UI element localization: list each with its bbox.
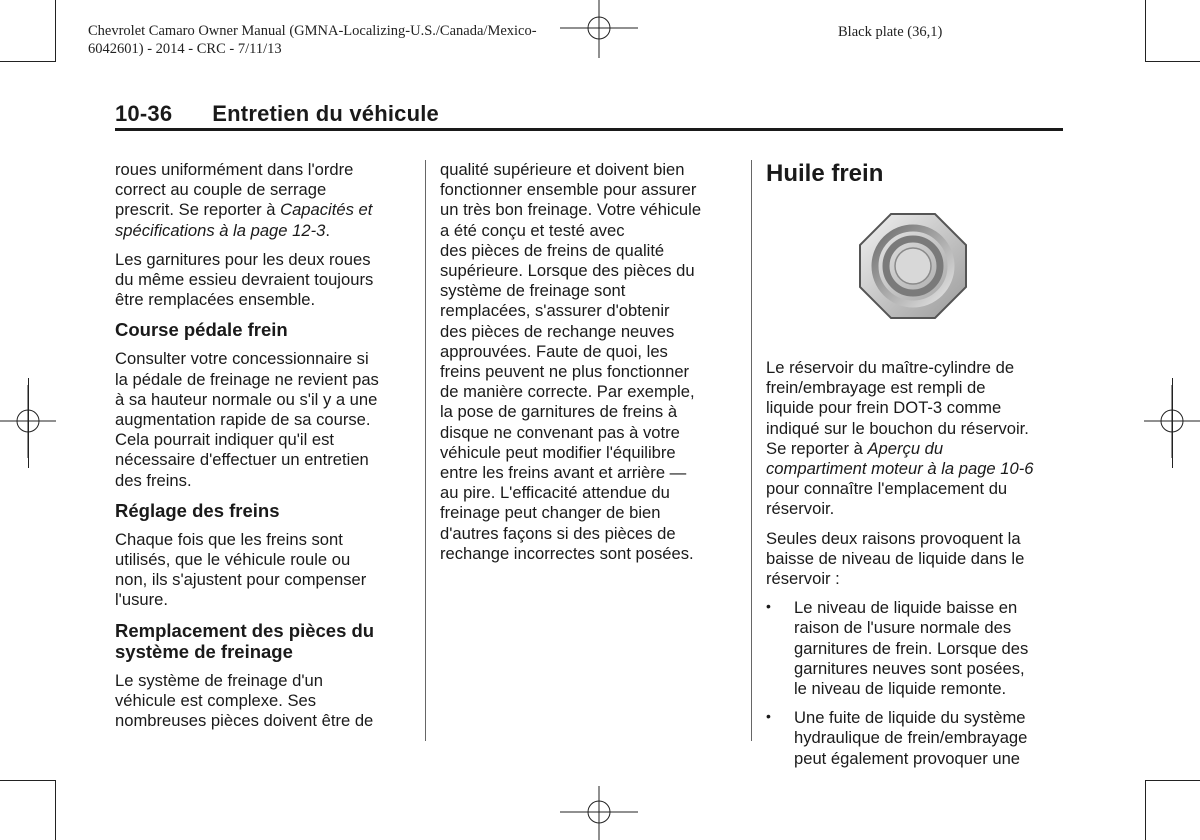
print-info-line1: Chevrolet Camaro Owner Manual (GMNA-Localizing-U.S./Canada/Mexico- [88, 23, 537, 39]
paragraph: Les garnitures pour les deux roues du même essieu devraient toujours être remplacées ensemble. [115, 249, 374, 310]
column-3 [766, 160, 1066, 778]
subheading-course-pedale: Course pédale frein [115, 319, 288, 341]
bullet-icon: • [766, 708, 771, 725]
print-info [88, 22, 537, 58]
paragraph: Le réservoir du maître-cylindre de frein/embrayage est rempli de liquide pour frein DOT-3 comme indiqué sur le bouchon du réservoir. Se reporter à Aperçu du compartiment moteur à la page 10-6 pour connaître l'emplacement du réservoir. [766, 358, 1034, 519]
column-1 [115, 160, 415, 740]
subheading-reglage: Réglage des freins [115, 499, 280, 521]
list-item: • Le niveau de liquide baisse en raison de l'usure normale des garnitures de frein. Lorsque des garnitures neuves sont posées, le niveau de liquide remonte. [766, 598, 1029, 699]
column-divider-2 [751, 160, 752, 741]
paragraph: roues uniformément dans l'ordre correct au couple de serrage prescrit. Se reporter à Capacités et spécifications à la page 12-3. [115, 160, 373, 240]
bullet-icon: • [766, 598, 771, 615]
header-rule [115, 128, 1063, 131]
section-title: Entretien du véhicule [212, 101, 439, 126]
cross-reference: Aperçu du [867, 438, 944, 458]
page-header [115, 101, 439, 127]
black-plate-label: Black plate (36,1) [838, 24, 943, 40]
paragraph: qualité supérieure et doivent bien fonctionner ensemble pour assurer un très bon freinage. Votre véhicule a été conçu et testé avec des pièces de freins de qualité supérieure. Lorsque des pièces du système de freinage sont remplacées, s'assurer d'obtenir des pièces de rechange neuves approuvées. Faute de quoi, les freins peuvent ne plus fonctionner de manière correcte. Par exemple, la pose de garnitures de freins à disque ne convenant pas à votre véhicule peut modifier l'équilibre entre les freins avant et arrière — au pire. L'efficacité attendue du freinage peut changer de bien d'autres façons si des pièces de rechange incorrectes sont posées. [440, 160, 702, 563]
figure [766, 188, 1066, 358]
column-divider-1 [425, 160, 426, 741]
section-number: 10-36 [115, 101, 173, 126]
cross-reference: Capacités et [280, 200, 373, 220]
subheading-remplacement: Remplacement des pièces du système de freinage [115, 619, 375, 662]
cross-reference: spécifications à la page 12-3 [115, 220, 326, 240]
paragraph: Seules deux raisons provoquent la baisse de niveau de liquide dans le réservoir : [766, 528, 1025, 589]
print-info-line2: 6042601) - 2014 - CRC - 7/11/13 [88, 41, 282, 57]
column-2 [440, 160, 740, 573]
cross-reference: compartiment moteur à la page 10-6 [766, 459, 1034, 479]
section-heading-huile-frein: Huile frein [766, 160, 884, 187]
bullet-list [766, 598, 1066, 769]
paragraph: Le système de freinage d'un véhicule est complexe. Ses nombreuses pièces doivent être de [115, 670, 374, 731]
paragraph: Consulter votre concessionnaire si la pédale de freinage ne revient pas à sa hauteur normale ou s'il y a une augmentation rapide de sa course. Cela pourrait indiquer qu'il est nécessaire d'effectuer un entretien des freins. [115, 349, 379, 490]
brake-fluid-icon [858, 212, 968, 320]
paragraph: Chaque fois que les freins sont utilisés, que le véhicule roule ou non, ils s'ajustent pour compenser l'usure. [115, 529, 367, 610]
list-item: • Une fuite de liquide du système hydraulique de frein/embrayage peut également provoquer une [766, 708, 1028, 768]
